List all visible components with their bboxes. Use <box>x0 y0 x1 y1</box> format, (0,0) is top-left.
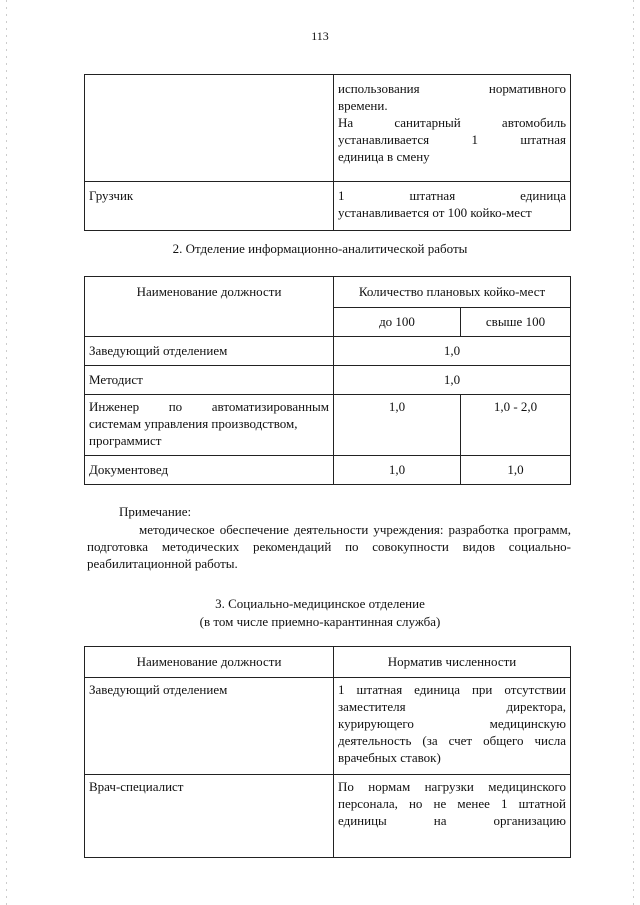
value-cell: 1,0 - 2,0 <box>461 395 571 456</box>
header-beds: Количество плановых койко-мест <box>334 277 571 308</box>
table-row <box>85 775 571 858</box>
note-body: методическое обеспечение деятельности учреждения: разработка программ, подготовка методических рекомендаций по совокупности видов социально-реабилитационной работы. <box>87 522 571 571</box>
value-cell: 1,0 <box>334 366 571 395</box>
section-3-table <box>84 646 571 858</box>
table-row <box>85 678 571 775</box>
position-cell <box>85 75 334 182</box>
scan-edge-left <box>6 0 7 905</box>
table-row <box>85 182 571 231</box>
table-row <box>85 456 571 485</box>
section-3-subtitle: (в том числе приемно-карантинная служба) <box>199 614 441 629</box>
norm-line: курирующего медицинскую <box>338 715 566 731</box>
position-cell <box>85 395 334 456</box>
norm-line: использования нормативного <box>338 81 566 96</box>
table-row <box>85 366 571 395</box>
norm-line: заместителя директора, <box>338 698 566 714</box>
position-cell: Грузчик <box>85 182 334 231</box>
position-cell: Заведующий отделением <box>85 337 334 366</box>
section-2-table <box>84 276 571 485</box>
header-position: Наименование должности <box>85 647 334 678</box>
position-line: программист <box>89 432 162 448</box>
value-cell: 1,0 <box>334 337 571 366</box>
header-over-100: свыше 100 <box>461 308 571 337</box>
table-header-row <box>85 277 571 308</box>
position-cell: Документовед <box>85 456 334 485</box>
section-2-title: 2. Отделение информационно-аналитической работы <box>172 241 468 256</box>
section-3-title: 3. Социально-медицинское отделение <box>215 596 425 611</box>
norm-line: 1 штатная единица при отсутствии <box>338 682 566 697</box>
position-line: Инженер по автоматизированным <box>89 399 329 414</box>
scan-edge-right <box>633 0 634 905</box>
norm-line: По нормам нагрузки медицинского <box>338 779 566 794</box>
norm-cell <box>334 678 571 775</box>
value-cell: 1,0 <box>334 395 461 456</box>
table-row <box>85 337 571 366</box>
norm-line: устанавливается от 100 койко-мест <box>338 204 532 220</box>
header-position: Наименование должности <box>85 277 334 337</box>
norm-line: единица в смену <box>338 148 430 164</box>
norm-line: деятельность (за счет общего числа <box>338 732 566 748</box>
page-number: 113 <box>311 29 329 43</box>
norm-cell <box>334 182 571 231</box>
header-norm: Норматив численности <box>334 647 571 678</box>
norm-line: 1 штатная единица <box>338 188 566 203</box>
value-cell: 1,0 <box>461 456 571 485</box>
table-row <box>85 395 571 456</box>
value-cell: 1,0 <box>334 456 461 485</box>
position-line: системам управления производством, <box>89 415 298 431</box>
header-up-to-100: до 100 <box>334 308 461 337</box>
norm-line: времени. <box>338 97 388 113</box>
table-header-row <box>85 647 571 678</box>
table-row <box>85 75 571 182</box>
norm-line: единицы на организацию <box>338 812 566 828</box>
norm-cell <box>334 75 571 182</box>
note-title: Примечание: <box>119 504 192 519</box>
position-cell: Заведующий отделением <box>85 678 334 775</box>
norm-cell <box>334 775 571 858</box>
norm-line: врачебных ставок) <box>338 749 441 765</box>
norm-line: устанавливается 1 штатная <box>338 131 566 147</box>
norm-line: персонала, но не менее 1 штатной <box>338 795 566 811</box>
continuation-table <box>84 74 571 231</box>
position-cell: Врач-специалист <box>85 775 334 858</box>
position-cell: Методист <box>85 366 334 395</box>
norm-line: На санитарный автомобиль <box>338 114 566 130</box>
